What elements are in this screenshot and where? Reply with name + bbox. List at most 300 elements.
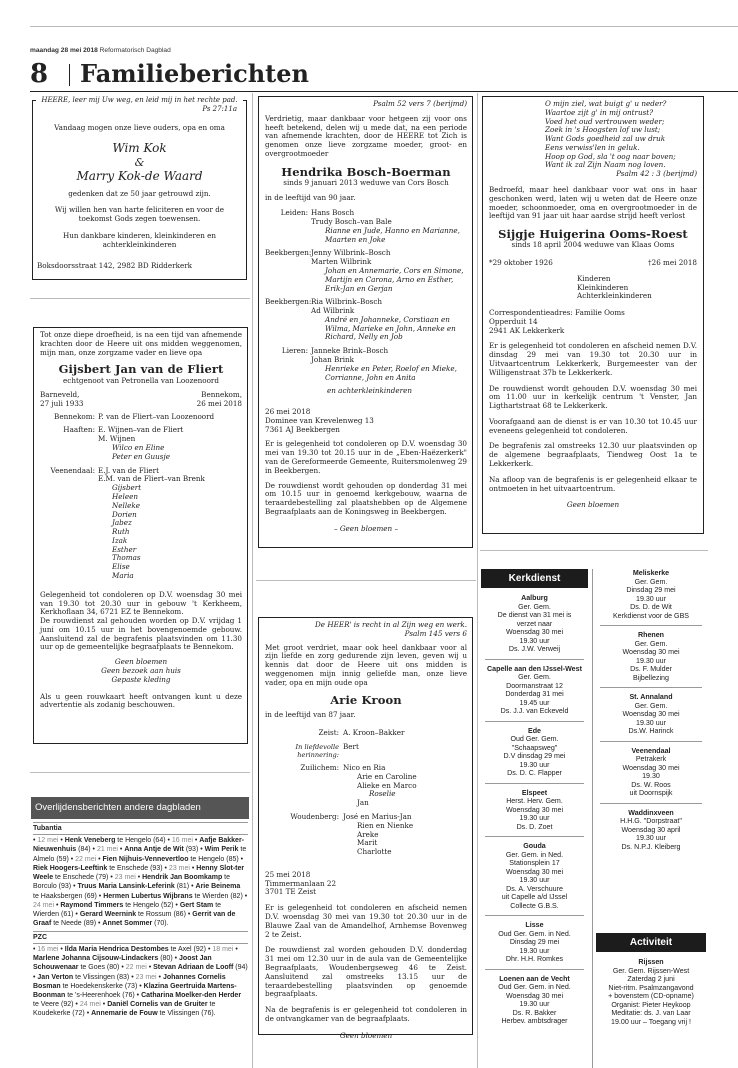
overlijdens-header: [31, 797, 249, 819]
service-line: Dinsdag 29 mei: [626, 586, 676, 594]
obituary-entry: • 12 mei • Henk Veneberg te Hengelo (64): [33, 837, 166, 845]
date: 26 mei 2018: [265, 407, 311, 417]
service-line: Ds. F. Mulder: [630, 665, 672, 673]
grandchildren: Wilco en Eline: [112, 443, 165, 453]
service-line: Woensdag 30 mei: [622, 648, 680, 656]
obituary-entry: • Wim Perik te Almelo (59): [33, 846, 247, 863]
family-lieren: [265, 347, 467, 382]
family-line: Kleinkinderen: [577, 282, 629, 292]
condolence: Er is gelegenheid tot condoleren op D.V. woensdag 30 mei van 19.30 tot 20.15 uur in de „Eben-Haëzerkerk" van de Gereformeerde Gemeente, Ruitersmolenweg 29 in Beekbergen.: [265, 439, 467, 475]
obituary-place: te Goes (80): [78, 964, 120, 972]
obituary-place: te Enschede (93): [107, 864, 163, 872]
verse-line: Zoek in 's Hoogsten lof uw lust;: [545, 125, 661, 135]
service-line: Woensdag 30 mei: [505, 991, 564, 1000]
family-zeist: [265, 729, 467, 738]
funeral: De rouwdienst wordt gehouden D.V. woensdag 30 mei om 11.00 uur in kerkelijk centrum 't Venster, Jan Ligthartstraat 68 te Lekkerkerk.: [489, 383, 697, 411]
obituary-date: 22 mei: [75, 855, 97, 863]
family-name: Marten Wilbrink: [311, 257, 372, 267]
verse-line: O mijn ziel, wat buigt g' u neder?: [545, 99, 667, 108]
service-place: Gouda: [523, 842, 546, 850]
service-line: Woensdag 30 april: [621, 825, 681, 834]
date: 25 mei 2018: [265, 869, 311, 879]
family: [489, 275, 697, 301]
service-line: Woensdag 30 mei: [505, 805, 564, 814]
ad-bosch-content: [265, 100, 467, 533]
wish: Geen bloemen: [114, 657, 168, 667]
family-name: Rien en Nienke: [357, 820, 414, 830]
service-place: Aalburg: [521, 594, 548, 602]
service-line: Ds. A. Verschuure: [506, 884, 563, 893]
obituary-entry: • 23 mei • Hendrik Jan Boomkamp te Borculo (93): [33, 874, 231, 891]
service-entry: [596, 809, 706, 852]
verse-ref: Psalm 145 vers 6: [404, 628, 467, 638]
obituary-date: 21 mei: [96, 846, 118, 854]
age: in de leeftijd van 90 jaar.: [265, 193, 356, 203]
service-line: Ds. N.P.J. Kleiberg: [621, 842, 681, 851]
verse: [489, 100, 697, 170]
obituary-date: 12 mei: [37, 837, 59, 845]
obituary-place: (80): [158, 955, 173, 963]
family-woudenberg: [265, 813, 467, 857]
service-place: Rhenen: [637, 631, 664, 639]
obituary-place: (93): [183, 846, 199, 854]
correspondence: [489, 309, 697, 335]
verse: HEERE, leer mij Uw weg, en leid mij in het rechte pad.: [36, 96, 243, 105]
obituary-entry: • Riek Hoogers-Leeftink te Enschede (93): [33, 855, 244, 872]
service-line: Dhr. H.H. Romkes: [505, 955, 564, 963]
service-line: Woensdag 30 mei: [505, 867, 564, 876]
name-wim: Wim Kok: [112, 141, 167, 155]
verse-ref: Psalm 42 : 3 (berijmd): [616, 169, 697, 179]
family-name: M. Wijnen: [98, 434, 136, 444]
service-place: Loenen aan de Vecht: [499, 974, 570, 983]
obituary-entry: • 16 mei • Aafje Bakker-Nieuwenhuis (84): [33, 837, 245, 854]
obituary-name: Jan Verton: [37, 973, 74, 981]
service-line: Ds. D. de Wit: [630, 603, 672, 611]
service-line: Ds. J.W. Verweij: [508, 645, 561, 653]
obituary-date: 24 mei: [79, 1001, 101, 1009]
obituary-name: Henny Slot-ter Weele: [33, 864, 245, 882]
obituary-place: te Wierden (82): [192, 892, 243, 900]
grandchildren: Johan en Annemarie, Cors en Simone,: [325, 265, 464, 275]
ad-kroon-content: [265, 621, 467, 1040]
service-entry: [596, 569, 706, 620]
family-name: Bert: [343, 742, 359, 752]
family-name: Alieke en Marco: [357, 780, 417, 790]
obituary-entry: • 23 mei • Johannes Cornelis Bosman te Hoedekenskerke (73): [33, 973, 226, 990]
dates: [40, 391, 242, 409]
service-line: Bijbellezing: [633, 673, 669, 682]
service-line: Donderdag 31 mei: [505, 690, 564, 698]
wishes: – Geen bloemen –: [333, 523, 399, 533]
obituary-name: Johannes Cornelis Bosman: [33, 973, 226, 990]
family-beekbergen-2: [265, 298, 467, 342]
service-place: Capelle aan den IJssel-West: [487, 664, 582, 673]
family-name: Trudy Bosch–van Bale: [311, 217, 392, 227]
activiteit-line: Zaterdag 2 juni: [627, 975, 675, 983]
service-line: Doormanstraat 12: [506, 681, 563, 690]
obituary-name: Aafje Bakker-Nieuwenhuis: [33, 837, 245, 854]
address: Boksdoorsstraat 142, 2982 BD Ridderkerk: [37, 261, 192, 270]
born-place: Barneveld,: [40, 390, 80, 400]
verse-line: Want ik zal Zijn Naam nog loven.: [545, 160, 666, 170]
service-place: Veenendaal: [631, 746, 671, 755]
family-name: Ria Wilbrink–Bosch: [311, 297, 383, 307]
verse: De HEER' is recht in al Zijn weg en werk.: [315, 620, 467, 629]
service-line: H.H.G. "Dorpstraat": [620, 817, 682, 825]
obituary-name: Gerrit van de Graaf: [33, 911, 236, 928]
service-line: 19.30 uur: [636, 656, 666, 665]
grandchildren: Rianne en Jude, Hanno en Marianne,: [325, 225, 460, 235]
service-line: Herst. Herv. Gem.: [506, 797, 563, 805]
obituary-entry: • 21 mei • Anna Antje de Wit (93): [92, 846, 199, 854]
address-city: 3701 TE Zeist: [265, 887, 317, 897]
service-entry: [481, 665, 588, 716]
obituary-entry: • 24 mei • Raymond Timmers te Hengelo (52): [33, 892, 248, 909]
born-date: *29 oktober 1926: [489, 257, 553, 267]
service-line: Herbev. ambtsdrager: [501, 1017, 568, 1025]
obituary-place: (70).: [152, 920, 169, 928]
grandchild: Jan: [357, 798, 369, 808]
obituary-place: te Haaksbergen (69): [33, 892, 97, 900]
service-line: Kerkdienst voor de GBS: [612, 611, 690, 620]
obituary-name: Wim Perik: [204, 846, 239, 854]
activiteit-line: Organist: Pieter Heykoop: [611, 1000, 691, 1009]
family-name: E.J. van de Fliert: [98, 465, 159, 475]
obituary-entry: • Klazina Geertruida Martens-Boonman te 's-Heerenhoek (76): [33, 982, 237, 999]
service-line: Woensdag 30 mei: [622, 710, 680, 718]
burial: De begrafenis zal omstreeks 12.30 uur plaatsvinden op de algemene begraafplaats, Tiendweg Oost 1a te Lekkerkerk.: [489, 441, 697, 469]
obituary-name: Daniël Cornelis van de Gruiter: [107, 1001, 208, 1009]
service-line: 19.30 uur: [519, 1000, 550, 1008]
wishes: Geen bloemen: [566, 500, 620, 510]
deceased-name: Arie Kroon: [330, 693, 402, 708]
obituary-entry: • Hermen Lubertus Wijbrans te Wierden (82): [98, 892, 243, 900]
place-label: Woudenberg:: [290, 812, 339, 822]
service-line: uit Doornspijk: [629, 789, 673, 797]
obituary-paragraph: [33, 836, 248, 928]
grandchild: Nelleke: [112, 500, 141, 510]
obituary-entry: • 22 mei • Stevan Adriaan de Looff (94): [121, 964, 248, 972]
service-place: St. Annaland: [629, 693, 673, 701]
obituary-date: 16 mei: [171, 837, 193, 845]
obituary-entry: • Annet Sommer (70).: [98, 920, 169, 928]
family-name: E. Wijnen–van de Fliert: [98, 425, 184, 435]
grandchild: Esther: [112, 544, 137, 554]
family-name: Areke: [357, 829, 379, 839]
obituary-place: te Vlissingen (76).: [157, 1010, 216, 1018]
obituary-entry: • Gerrit van de Graaf te Neede (89): [33, 911, 236, 928]
grandchildren: Maarten en Joke: [325, 234, 386, 244]
obituary-entry: • 23 mei • Henny Slot-ter Weele te Enschede (79): [33, 864, 245, 882]
obituary-name: Hermen Lubertus Wijbrans: [103, 892, 193, 900]
grandchildren: Martijn en Carona, Arno en Esther,: [325, 274, 454, 284]
obituary-date: 23 mei: [135, 973, 157, 981]
obituary-date: 18 mei: [212, 945, 234, 953]
service-line: Woensdag 30 mei: [622, 763, 680, 772]
service-line: 19.30 uur: [519, 946, 550, 955]
verse-line: Hoop op God, sla 't oog naar boven;: [545, 151, 676, 161]
activiteit-line: 19.00 uur – Toegang vrij !: [611, 1017, 691, 1026]
page-number: 8: [30, 59, 49, 89]
kerkdienst-right: [596, 569, 706, 851]
service-line: Stationsplein 17: [509, 859, 560, 867]
grandchild: Roselie: [369, 789, 396, 799]
obituary-entry: • Joost Jan Schouwenaar te Goes (80): [33, 955, 212, 972]
family-bennekom: [40, 413, 242, 422]
obituary-place: te Borculo (93): [33, 874, 231, 891]
obituary-place: te Veere (92): [33, 1001, 74, 1009]
verse-ref: Psalm 52 vers 7 (berijmd): [373, 99, 467, 108]
family-name: Hans Bosch: [311, 208, 355, 218]
family-name: José en Marius-Jan: [343, 812, 412, 822]
family-name: P. van de Fliert–van Loozenoord: [98, 411, 215, 421]
obituary-name: Riek Hoogers-Leeftink: [33, 864, 108, 872]
obituary-name: Annemarie de Fouw: [91, 1010, 158, 1018]
grandchildren: André en Johanneke, Corstiaan en: [325, 314, 450, 324]
obituary-place: te Wierden (61): [33, 901, 222, 919]
family-name: Marit: [357, 838, 378, 848]
grandchild: Jabez: [112, 518, 132, 528]
family-veenendaal: [40, 467, 242, 581]
obituary-entry: • 24 mei • Daniël Cornelis van de Gruiter te Koudekerke (72): [33, 1001, 216, 1018]
service-entry: [596, 693, 706, 736]
correspondence-label: Correspondentieadres: Familie Ooms: [489, 308, 625, 318]
obituary-place: te Enschede (79): [53, 874, 109, 882]
grandchildren-list: [98, 484, 205, 581]
service-line: Collecte G.B.S.: [510, 901, 559, 910]
obituary-place: (84): [76, 846, 91, 854]
paper-label: PZC: [33, 931, 248, 944]
intro: Bedroefd, maar heel dankbaar voor wat ons in haar geschonken werd, laten wij u weten dat de Heere onze moeder, schoonmoeder, oma en overgrootmoeder in de leeftijd van 91 jaar uit haar aardse strijd heeft verlost: [489, 185, 697, 221]
coffee: Na de begrafenis is er gelegenheid tot condoleren in de ontvangkamer van de begraafplaats.: [265, 1005, 467, 1023]
obituary-name: Annet Sommer: [102, 920, 153, 928]
service-line: uit Capelle a/d IJssel: [501, 893, 568, 901]
grandchild: Heleen: [112, 491, 138, 501]
family-name: Johan Brink: [311, 354, 355, 364]
service-line: Ds.W. Harinck: [628, 727, 674, 735]
place-label: Lieren:: [281, 346, 308, 356]
obituary-date: 22 mei: [125, 964, 147, 972]
service-line: Ger. Gem.: [634, 701, 668, 710]
section-title: Familieberichten: [80, 59, 309, 88]
final-note: Als u geen rouwkaart heeft ontvangen kunt u deze advertentie als zodanig beschouwen.: [40, 691, 242, 710]
service-place: Ede: [527, 726, 541, 735]
grandchildren: Henrieke en Peter, Roelof en Mieke,: [325, 363, 457, 373]
obituary-name: Hendrik Jan Boomkamp: [142, 874, 223, 882]
grandchildren: Wilma, Marieke en John, Anneke en: [325, 323, 456, 333]
obituary-name: Fien Nijhuis-Vennevertloo: [102, 855, 189, 863]
obituary-date: 24 mei: [33, 901, 55, 909]
obituary-name: Gert Stam: [179, 901, 214, 909]
obituary-entry: • 16 mei • Ilda Maria Hendrica Destombes te Axel (92): [33, 945, 206, 953]
service-line: Ds. R. Bakker: [512, 1008, 557, 1017]
service-entry: [596, 631, 706, 682]
deceased-name: Hendrika Bosch-Boerman: [281, 164, 451, 179]
grandchildren: Erik-Jan en Gerjan: [325, 283, 393, 293]
activiteit-header: Activiteit: [596, 933, 706, 952]
obituary-place: te Hoedekenskerke (73): [60, 982, 138, 990]
born-date: 27 juli 1933: [40, 398, 84, 408]
service-entry: [596, 747, 706, 798]
family-name: Jenny Wilbrink–Bosch: [311, 248, 391, 258]
obituary-place: (81): [174, 883, 190, 891]
family-leiden: [265, 209, 467, 244]
obituary-name: Catharina Moelker-den Herder: [141, 991, 242, 999]
obituary-place: te Neede (89): [51, 920, 97, 928]
obituary-entry: • 22 mei • Fien Nijhuis-Vennevertloo te Hengelo (85): [70, 855, 239, 863]
obituary-place: te 's-Heerenhoek (76): [65, 991, 135, 999]
grandchild: Dorien: [112, 509, 137, 519]
service-line: 19.30 uur: [636, 594, 666, 603]
family-line: Kinderen: [577, 273, 611, 283]
obituary-place: te Hengelo (85): [188, 855, 239, 863]
obituary-entry: • Arie Beinema te Haaksbergen (69): [33, 883, 241, 900]
obituary-entry: • Truus Maria Lansink-Leferink (81): [73, 883, 190, 891]
family-line: Achterkleinkinderen: [577, 291, 652, 301]
gather: Voorafgaand aan de dienst is er van 10.30 tot 10.45 uur eveneens gelegenheid tot condoleren.: [489, 416, 697, 435]
name-marry: Marry Kok-de Waard: [76, 169, 203, 183]
obituary-name: Stevan Adriaan de Looff: [153, 964, 234, 972]
great-grandchildren: en achterkleinkinderen: [327, 386, 412, 396]
obituary-entry: • Gerard Weernink te Rossum (86): [75, 911, 186, 919]
service-line: Ger. Gem.: [518, 673, 551, 681]
grandchild: Ruth: [112, 527, 130, 537]
activiteit-place: Rijssen: [638, 958, 664, 966]
service-line: Ds. J.J. van Eckeveld: [500, 707, 569, 715]
family-name: Arie en Caroline: [357, 771, 417, 781]
condolence: Gelegenheid tot condoleren op D.V. woensdag 30 mei van 19.30 tot 20.30 uur in gebouw 't Kerkheem, Kerkhoflaan 34, 6721 EZ te Bennekom.: [40, 589, 242, 617]
service-line: 19.30 uur: [519, 636, 550, 645]
activiteit-line: Meditatie: ds. J. van Laar: [611, 1009, 691, 1017]
service-place: Meliskerke: [632, 569, 670, 577]
verse-ref: Ps 27:11a: [202, 104, 237, 113]
ad-ooms-content: [489, 100, 697, 510]
service-line: 19.30 uur: [519, 814, 550, 822]
intro: Verdrietig, maar dankbaar voor hetgeen zij voor ons heeft betekend, delen wij u mede dat, na een periode van afnemende krachten, door de HEERE tot Zich is genomen onze lieve zorgzame moeder, groot- en overgrootmoeder: [265, 113, 467, 158]
place-label: Veenendaal:: [50, 465, 95, 475]
family-name: Ad Wilbrink: [311, 306, 355, 316]
ad-fliert-content: [40, 331, 242, 710]
place-label: Beekbergen:: [265, 248, 312, 258]
obituary-entry: • Annemarie de Fouw te Vlissingen (76).: [86, 1010, 216, 1018]
obituary-date: 23 mei: [114, 874, 136, 882]
service-line: Dinsdag 29 mei: [509, 938, 560, 946]
obituary-entry: • 18 mei • Marlene Johanna Cijsouw-Lindackers (80): [33, 945, 238, 963]
service-line: 19.30: [642, 772, 660, 780]
obituary-place: te Koudekerke (72): [33, 1001, 216, 1018]
obituary-name: Arie Beinema: [195, 883, 241, 891]
spouse: sinds 18 april 2004 weduwe van Klaas Ooms: [511, 240, 675, 250]
place-label: Leiden:: [280, 208, 308, 218]
coffee: Na afloop van de begrafenis is er gelegenheid elkaar te ontmoeten in het uitvaartcentrum.: [489, 474, 697, 493]
obituary-name: Gerard Weernink: [79, 911, 137, 919]
address-street: Timmermanlaan 22: [265, 878, 337, 888]
obituary-name: Marlene Johanna Cijsouw-Lindackers: [33, 955, 159, 963]
service-line: Oud Ger. Gem.: [510, 735, 559, 743]
obituary-entry: • Jan Verton te Vlissingen (83): [33, 973, 130, 981]
grandchildren: Peter en Guusje: [112, 451, 170, 461]
place-label: Haaften:: [63, 425, 95, 435]
service-line: De dienst van 31 mei is: [497, 611, 572, 619]
service-line: 19.30 uur: [519, 760, 550, 769]
service-line: Ger. Gem.: [634, 577, 668, 586]
deceased-name: Sijgje Huigerina Ooms-Roest: [498, 227, 688, 242]
service-line: 19.30 uur: [636, 718, 666, 727]
age: in de leeftijd van 87 jaar.: [265, 710, 356, 720]
place-label: In liefdevolle herinnering:: [295, 743, 339, 760]
activiteit-line: + bovenstem (CD-opname): [608, 992, 694, 1000]
obituary-date: 16 mei: [37, 945, 59, 953]
died-date: 26 mei 2018: [196, 398, 242, 408]
obituary-date: 23 mei: [168, 864, 190, 872]
verse-line: Voed het oud vertrouwen weder;: [545, 116, 665, 126]
wishes: Geen bloemen: [339, 1030, 393, 1040]
obituary-place: te Rossum (86): [136, 911, 186, 919]
funeral: De rouwdienst zal worden gehouden D.V. donderdag 31 mei om 12.30 uur in de aula van de Gemeentelijke Begraafplaats, Woudenbergseweg 46 te Zeist. Aansluitend zal omstreeks 13.15 uur de teraardebestelling plaatsvinden op genoemde begraafplaats.: [265, 945, 467, 999]
obituary-name: Ilda Maria Hendrica Destombes: [64, 945, 169, 953]
died-place: Bennekom,: [201, 390, 242, 400]
deceased-name: Gijsbert Jan van de Fliert: [58, 362, 224, 377]
grandchildren: Richard, Nelly en Job: [325, 332, 403, 342]
correspondence-city: 2941 AK Lekkerkerk: [489, 325, 565, 335]
service-line: 19.30 uur: [636, 834, 666, 842]
paper-name: Reformatorisch Dagblad: [99, 47, 171, 54]
correspondence-street: Opperduit 14: [489, 316, 538, 326]
obituary-entry: • Catharina Moelker-den Herder te Veere (92): [33, 991, 242, 1009]
service-place: Waddinxveen: [628, 808, 674, 817]
service-entry: [481, 975, 588, 1026]
service-line: Ger. Gem.: [634, 639, 668, 648]
condolence: Er is gelegenheid tot condoleren en afscheid nemen D.V. woensdag 30 mei van 19.30 tot 20.30 uur in de Blauwe Zaal van de Amandelhof, Arnhemse Bovenweg 2 te Zeist.: [265, 903, 467, 939]
family-zuilichem: [265, 764, 467, 808]
intro: Met groot verdriet, maar ook heel dankbaar voor al zijn liefde en zorg gedurende zijn leven, geven wij u kennis dat door de Heere uit ons midden is weggenomen mijn innig geliefde man, onze lieve vader, opa en mijn oude opa: [265, 642, 467, 687]
activiteit-body: [596, 958, 706, 1026]
funeral: De rouwdienst wordt gehouden op donderdag 31 mei om 10.15 uur in genoemd kerkgebouw, waarna de teraardebestelling zal plaatshebben op de Algemene Begraafplaats aan de Koningsweg in Beekbergen.: [265, 480, 467, 516]
family-name: E.M. van de Fliert–van Brenk: [98, 474, 205, 484]
verse-line: Waartoe zijt g' in mij ontrust?: [545, 107, 654, 117]
verse-line: Eens verwiss'len in geluk.: [545, 142, 640, 152]
dateline-date: maandag 28 mei 2018: [30, 47, 98, 54]
service-line: Petrakerk: [635, 755, 667, 763]
activiteit-line: Ger. Gem. Rijssen-West: [612, 966, 690, 975]
obituary-name: Henk Veneberg: [64, 837, 116, 845]
family-name: Janneke Brink–Bosch: [311, 346, 389, 356]
ad-kok: [32, 96, 247, 282]
grandchildren: Corrianne, John en Anita: [325, 372, 416, 382]
condolence: Er is gelegenheid tot condoleren en afscheid nemen D.V. dinsdag 29 mei van 19.30 tot 20.30 uur in Uitvaartcentrum Lekkerkerk, Burgemeester van der Willigenstraat 37b te Lekkerkerk.: [489, 341, 697, 377]
service-entry: [481, 921, 588, 964]
service-line: Ds. D. Zoet: [516, 822, 553, 831]
service-line: Ger. Gem. in Ned.: [505, 850, 564, 859]
obituary-name: Anna Antje de Wit: [124, 846, 184, 854]
obituary-paragraph: [33, 945, 248, 1019]
overlijdens-list: [33, 820, 248, 1019]
wish: Geen bezoek aan huis: [101, 666, 181, 676]
obituary-place: (94): [233, 964, 248, 972]
service-entry: [481, 842, 588, 910]
obituary-place: te Almelo (59): [33, 846, 247, 863]
obituary-name: Klazina Geertruida Martens-Boonman: [33, 982, 237, 999]
address-city: 7361 AJ Beekbergen: [265, 424, 340, 434]
family-name: A. Kroon–Bakker: [343, 728, 405, 738]
wishes: [40, 658, 242, 684]
grandchild: Elise: [112, 562, 130, 572]
service-line: Ds. W. Roos: [631, 780, 671, 789]
grandchild: Maria: [112, 570, 134, 580]
intro: Tot onze diepe droefheid, is na een tijd van afnemende krachten door de Heere uit ons midden weggenomen, mijn man, onze zorgzame vader en lieve opa: [40, 330, 242, 357]
obituary-name: Raymond Timmers: [60, 901, 124, 909]
